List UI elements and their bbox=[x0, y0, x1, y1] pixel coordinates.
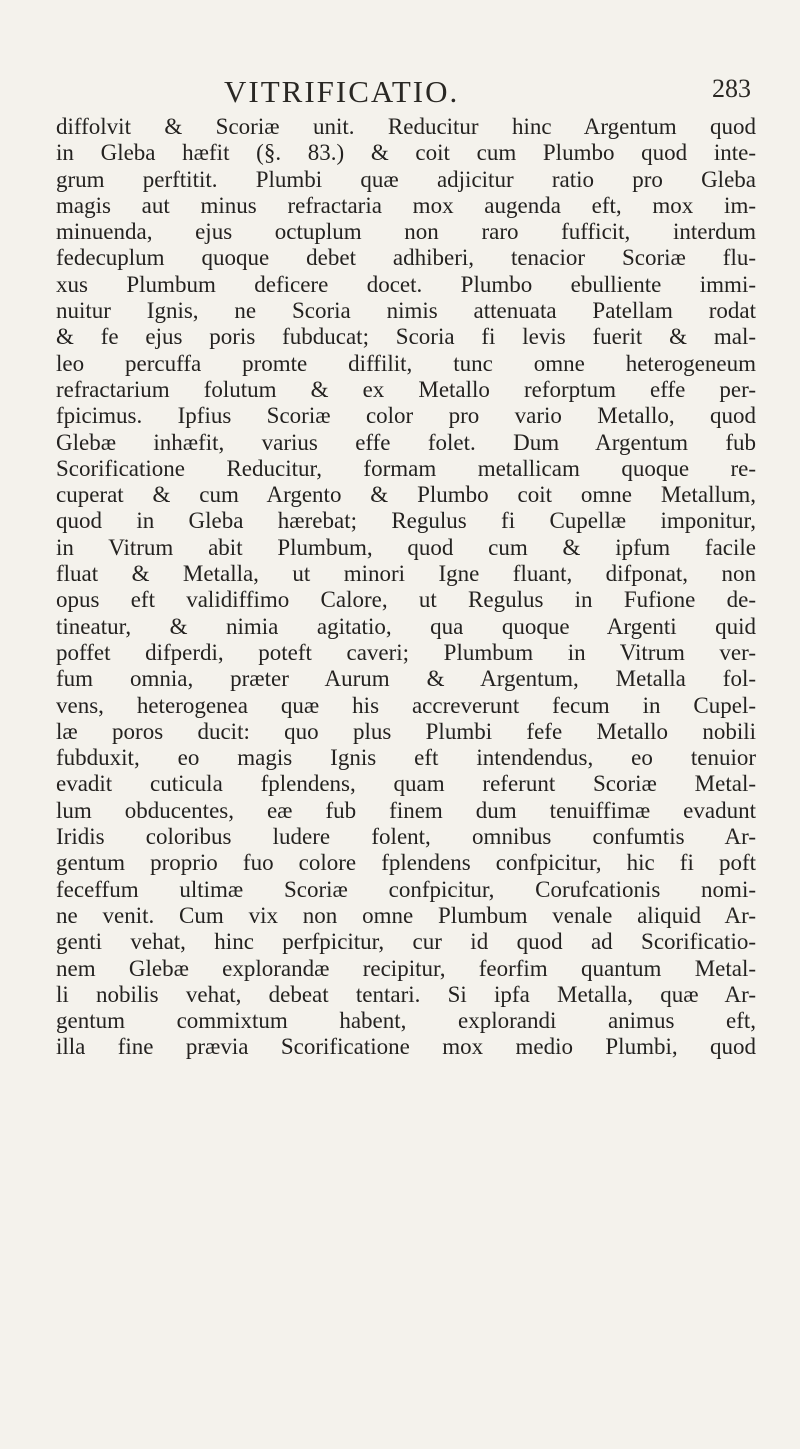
text-line: fedecuplum quoque debet adhiberi, tenacior Scoriæ flu- bbox=[56, 245, 756, 271]
text-line: illa fine prævia Scorificatione mox medio Plumbi, quod bbox=[56, 1034, 756, 1060]
text-line: diffolvit & Scoriæ unit. Reducitur hinc Argentum quod bbox=[56, 114, 756, 139]
text-line: leo percuffa promte diffilit, tunc omne heterogeneum bbox=[56, 350, 756, 376]
text-line: fluat & Metalla, ut minori Igne fluant, difponat, non bbox=[56, 561, 756, 587]
body-text bbox=[56, 114, 756, 1061]
text-line: in Gleba hæfit (§. 83.) & coit cum Plumbo quod inte- bbox=[56, 140, 756, 166]
text-line: gentum proprio fuo colore fplendens confpicitur, hic fi poft bbox=[56, 850, 756, 876]
running-head: VITRIFICATIO. bbox=[224, 74, 460, 109]
text-line: grum perftitit. Plumbi quæ adjicitur ratio pro Gleba bbox=[56, 166, 756, 192]
text-line: refractarium folutum & ex Metallo reforptum effe per- bbox=[56, 376, 756, 402]
text-line: gentum commixtum habent, explorandi animus eft, bbox=[56, 1008, 756, 1034]
text-line: opus eft validiffimo Calore, ut Regulus in Fufione de- bbox=[56, 587, 756, 613]
text-line: læ poros ducit: quo plus Plumbi fefe Metallo nobili bbox=[56, 718, 756, 744]
text-line: evadit cuticula fplendens, quam referunt Scoriæ Metal- bbox=[56, 771, 756, 797]
text-line: li nobilis vehat, debeat tentari. Si ipfa Metalla, quæ Ar- bbox=[56, 981, 756, 1007]
text-line: quod in Gleba hærebat; Regulus fi Cupellæ imponitur, bbox=[56, 508, 756, 534]
text-line: & fe ejus poris fubducat; Scoria fi levis fuerit & mal- bbox=[56, 324, 756, 350]
text-line: nuitur Ignis, ne Scoria nimis attenuata Patellam rodat bbox=[56, 298, 756, 324]
text-line: magis aut minus refractaria mox augenda eft, mox im- bbox=[56, 192, 756, 218]
text-line: in Vitrum abit Plumbum, quod cum & ipfum facile bbox=[56, 534, 756, 560]
text-line: fubduxit, eo magis Ignis eft intendendus, eo tenuior bbox=[56, 745, 756, 771]
text-line: Scorificatione Reducitur, formam metallicam quoque re- bbox=[56, 455, 756, 481]
text-line: vens, heterogenea quæ his accreverunt fecum in Cupel- bbox=[56, 692, 756, 718]
text-line: ne venit. Cum vix non omne Plumbum venale aliquid Ar- bbox=[56, 902, 756, 928]
text-line: feceffum ultimæ Scoriæ confpicitur, Corufcationis nomi- bbox=[56, 876, 756, 902]
text-line: cuperat & cum Argento & Plumbo coit omne Metallum, bbox=[56, 482, 756, 508]
text-line: Glebæ inhæfit, varius effe folet. Dum Argentum fub bbox=[56, 429, 756, 455]
text-line: lum obducentes, eæ fub finem dum tenuiffimæ evadunt bbox=[56, 797, 756, 823]
text-line: genti vehat, hinc perfpicitur, cur id quod ad Scorificatio- bbox=[56, 929, 756, 955]
text-line: fum omnia, præter Aurum & Argentum, Metalla fol- bbox=[56, 666, 756, 692]
text-line: nem Glebæ explorandæ recipitur, feorfim quantum Metal- bbox=[56, 955, 756, 981]
page-number: 283 bbox=[712, 74, 751, 103]
text-line: xus Plumbum deficere docet. Plumbo ebulliente immi- bbox=[56, 271, 756, 297]
text-line: Iridis coloribus ludere folent, omnibus confumtis Ar- bbox=[56, 824, 756, 850]
text-line: fpicimus. Ipfius Scoriæ color pro vario Metallo, quod bbox=[56, 403, 756, 429]
text-line: poffet difperdi, poteft caveri; Plumbum in Vitrum ver- bbox=[56, 639, 756, 665]
text-line: tineatur, & nimia agitatio, qua quoque Argenti quid bbox=[56, 613, 756, 639]
text-line: minuenda, ejus octuplum non raro fufficit, interdum bbox=[56, 219, 756, 245]
